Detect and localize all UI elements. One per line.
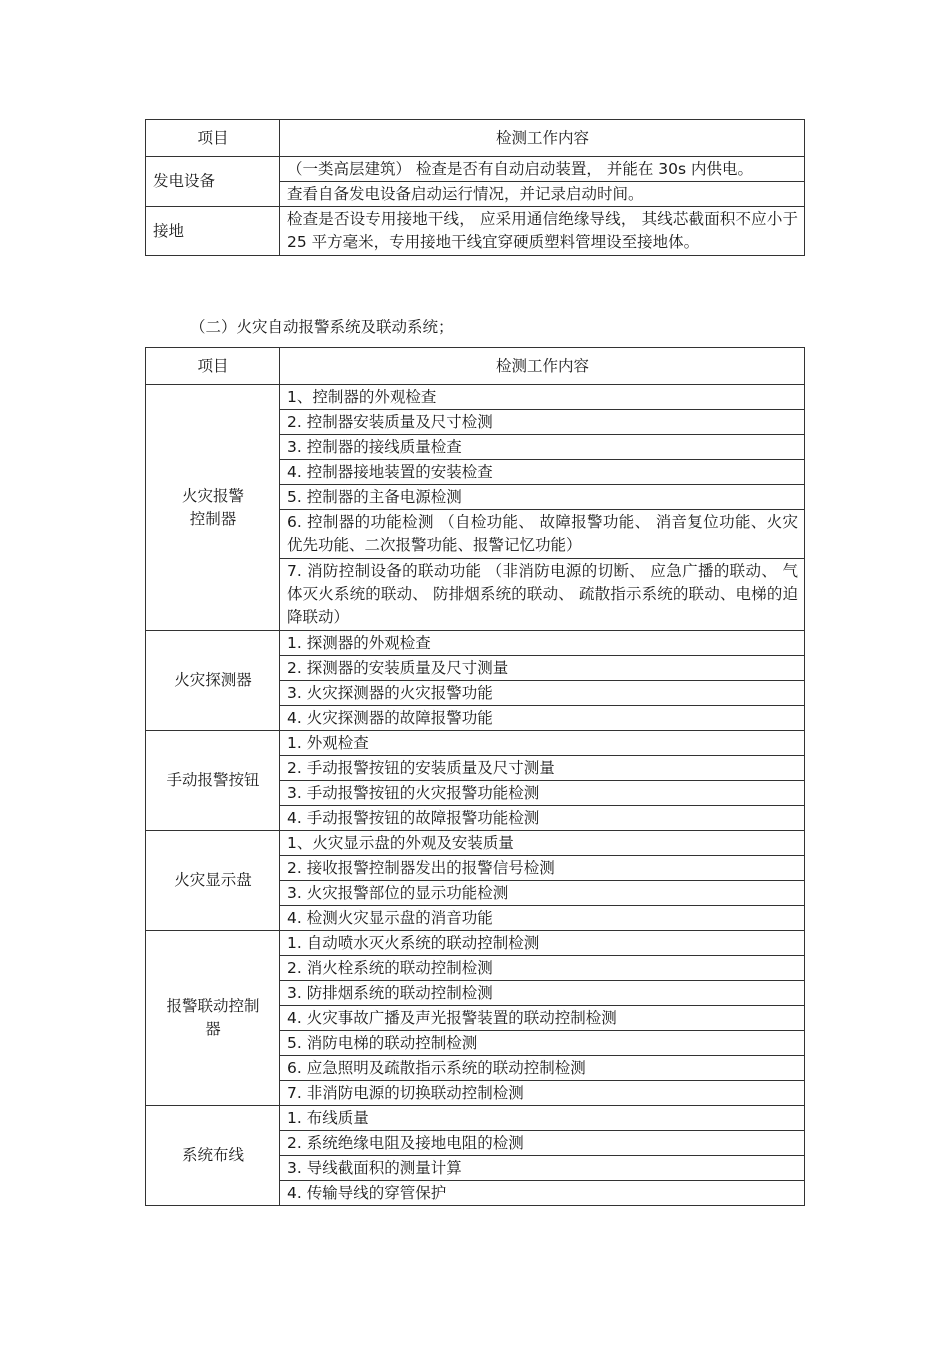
content-cell: 2. 探测器的安装质量及尺寸测量	[280, 656, 805, 681]
content-cell: 6. 控制器的功能检测 （自检功能、 故障报警功能、 消音复位功能、火灾优先功能、二次报警功能、报警记忆功能）	[280, 510, 805, 559]
item-name-line: 火灾报警	[181, 486, 244, 505]
item-name-line: 火灾显示盘	[174, 871, 252, 889]
table-row	[146, 931, 805, 956]
content-cell: 3. 防排烟系统的联动控制检测	[280, 981, 805, 1006]
header-row	[146, 348, 805, 385]
item-name	[146, 831, 280, 931]
content-cell: 5. 控制器的主备电源检测	[280, 485, 805, 510]
item-name-line: 火灾探测器	[174, 671, 252, 689]
item-name-line: 发电设备	[153, 172, 216, 190]
item-name	[146, 157, 280, 207]
header-item: 项目	[146, 120, 280, 157]
content-cell: 5. 消防电梯的联动控制检测	[280, 1031, 805, 1056]
content-cell: 7. 消防控制设备的联动功能 （非消防电源的切断、 应急广播的联动、 气体灭火系统的联动、 防排烟系统的联动、 疏散指示系统的联动、电梯的迫降联动）	[280, 559, 805, 631]
item-name	[146, 1106, 280, 1206]
content-cell: 1、控制器的外观检查	[280, 385, 805, 410]
table1-body	[146, 120, 805, 256]
table-row	[146, 731, 805, 756]
generator-grounding-table	[145, 119, 805, 256]
item-name-line: 控制器	[189, 509, 237, 528]
content-cell: 1. 布线质量	[280, 1106, 805, 1131]
content-cell: （一类高层建筑） 检查是否有自动启动装置， 并能在 30s 内供电。	[280, 157, 805, 182]
table-row	[146, 1106, 805, 1131]
item-name-line: 器	[205, 1020, 221, 1038]
content-cell: 6. 应急照明及疏散指示系统的联动控制检测	[280, 1056, 805, 1081]
content-cell: 1、火灾显示盘的外观及安装质量	[280, 831, 805, 856]
table-row	[146, 207, 805, 256]
item-name-line: 接地	[153, 221, 185, 240]
item-name	[146, 385, 280, 631]
content-cell: 2. 消火栓系统的联动控制检测	[280, 956, 805, 981]
content-cell: 查看自备发电设备启动运行情况，并记录启动时间。	[280, 182, 805, 207]
content-cell: 1. 自动喷水灭火系统的联动控制检测	[280, 931, 805, 956]
item-name-line: 手动报警按钮	[166, 771, 260, 789]
content-cell: 3. 控制器的接线质量检查	[280, 435, 805, 460]
fire-alarm-table	[145, 347, 805, 1206]
content-cell: 4. 火灾事故广播及声光报警装置的联动控制检测	[280, 1006, 805, 1031]
item-name	[146, 207, 280, 256]
header-row	[146, 120, 805, 157]
content-cell: 4. 传输导线的穿管保护	[280, 1181, 805, 1206]
content-cell: 3. 导线截面积的测量计算	[280, 1156, 805, 1181]
table-row	[146, 631, 805, 656]
content-cell: 2. 系统绝缘电阻及接地电阻的检测	[280, 1131, 805, 1156]
content-cell: 4. 检测火灾显示盘的消音功能	[280, 906, 805, 931]
table-row	[146, 157, 805, 182]
item-name	[146, 931, 280, 1106]
content-cell: 4. 火灾探测器的故障报警功能	[280, 706, 805, 731]
table-row	[146, 385, 805, 410]
item-name	[146, 731, 280, 831]
content-cell: 4. 手动报警按钮的故障报警功能检测	[280, 806, 805, 831]
content-cell: 2. 接收报警控制器发出的报警信号检测	[280, 856, 805, 881]
content-cell: 2. 控制器安装质量及尺寸检测	[280, 410, 805, 435]
section-title: （二）火灾自动报警系统及联动系统；	[190, 318, 454, 336]
content-cell: 1. 外观检查	[280, 731, 805, 756]
item-name-line: 系统布线	[181, 1146, 244, 1164]
content-cell: 4. 控制器接地装置的安装检查	[280, 460, 805, 485]
content-cell: 1. 探测器的外观检查	[280, 631, 805, 656]
table-row	[146, 831, 805, 856]
item-name	[146, 631, 280, 731]
content-cell: 3. 火灾探测器的火灾报警功能	[280, 681, 805, 706]
header-item: 项目	[146, 348, 280, 385]
content-cell: 检查是否设专用接地干线， 应采用通信绝缘导线， 其线芯截面积不应小于 25 平方毫米，专用接地干线宜穿硬质塑料管埋设至接地体。	[280, 207, 805, 256]
content-cell: 2. 手动报警按钮的安装质量及尺寸测量	[280, 756, 805, 781]
item-name-line: 报警联动控制	[166, 997, 260, 1015]
table2-body	[146, 348, 805, 1206]
header-content: 检测工作内容	[280, 120, 805, 157]
content-cell: 3. 手动报警按钮的火灾报警功能检测	[280, 781, 805, 806]
content-cell: 7. 非消防电源的切换联动控制检测	[280, 1081, 805, 1106]
content-cell: 3. 火灾报警部位的显示功能检测	[280, 881, 805, 906]
header-content: 检测工作内容	[280, 348, 805, 385]
